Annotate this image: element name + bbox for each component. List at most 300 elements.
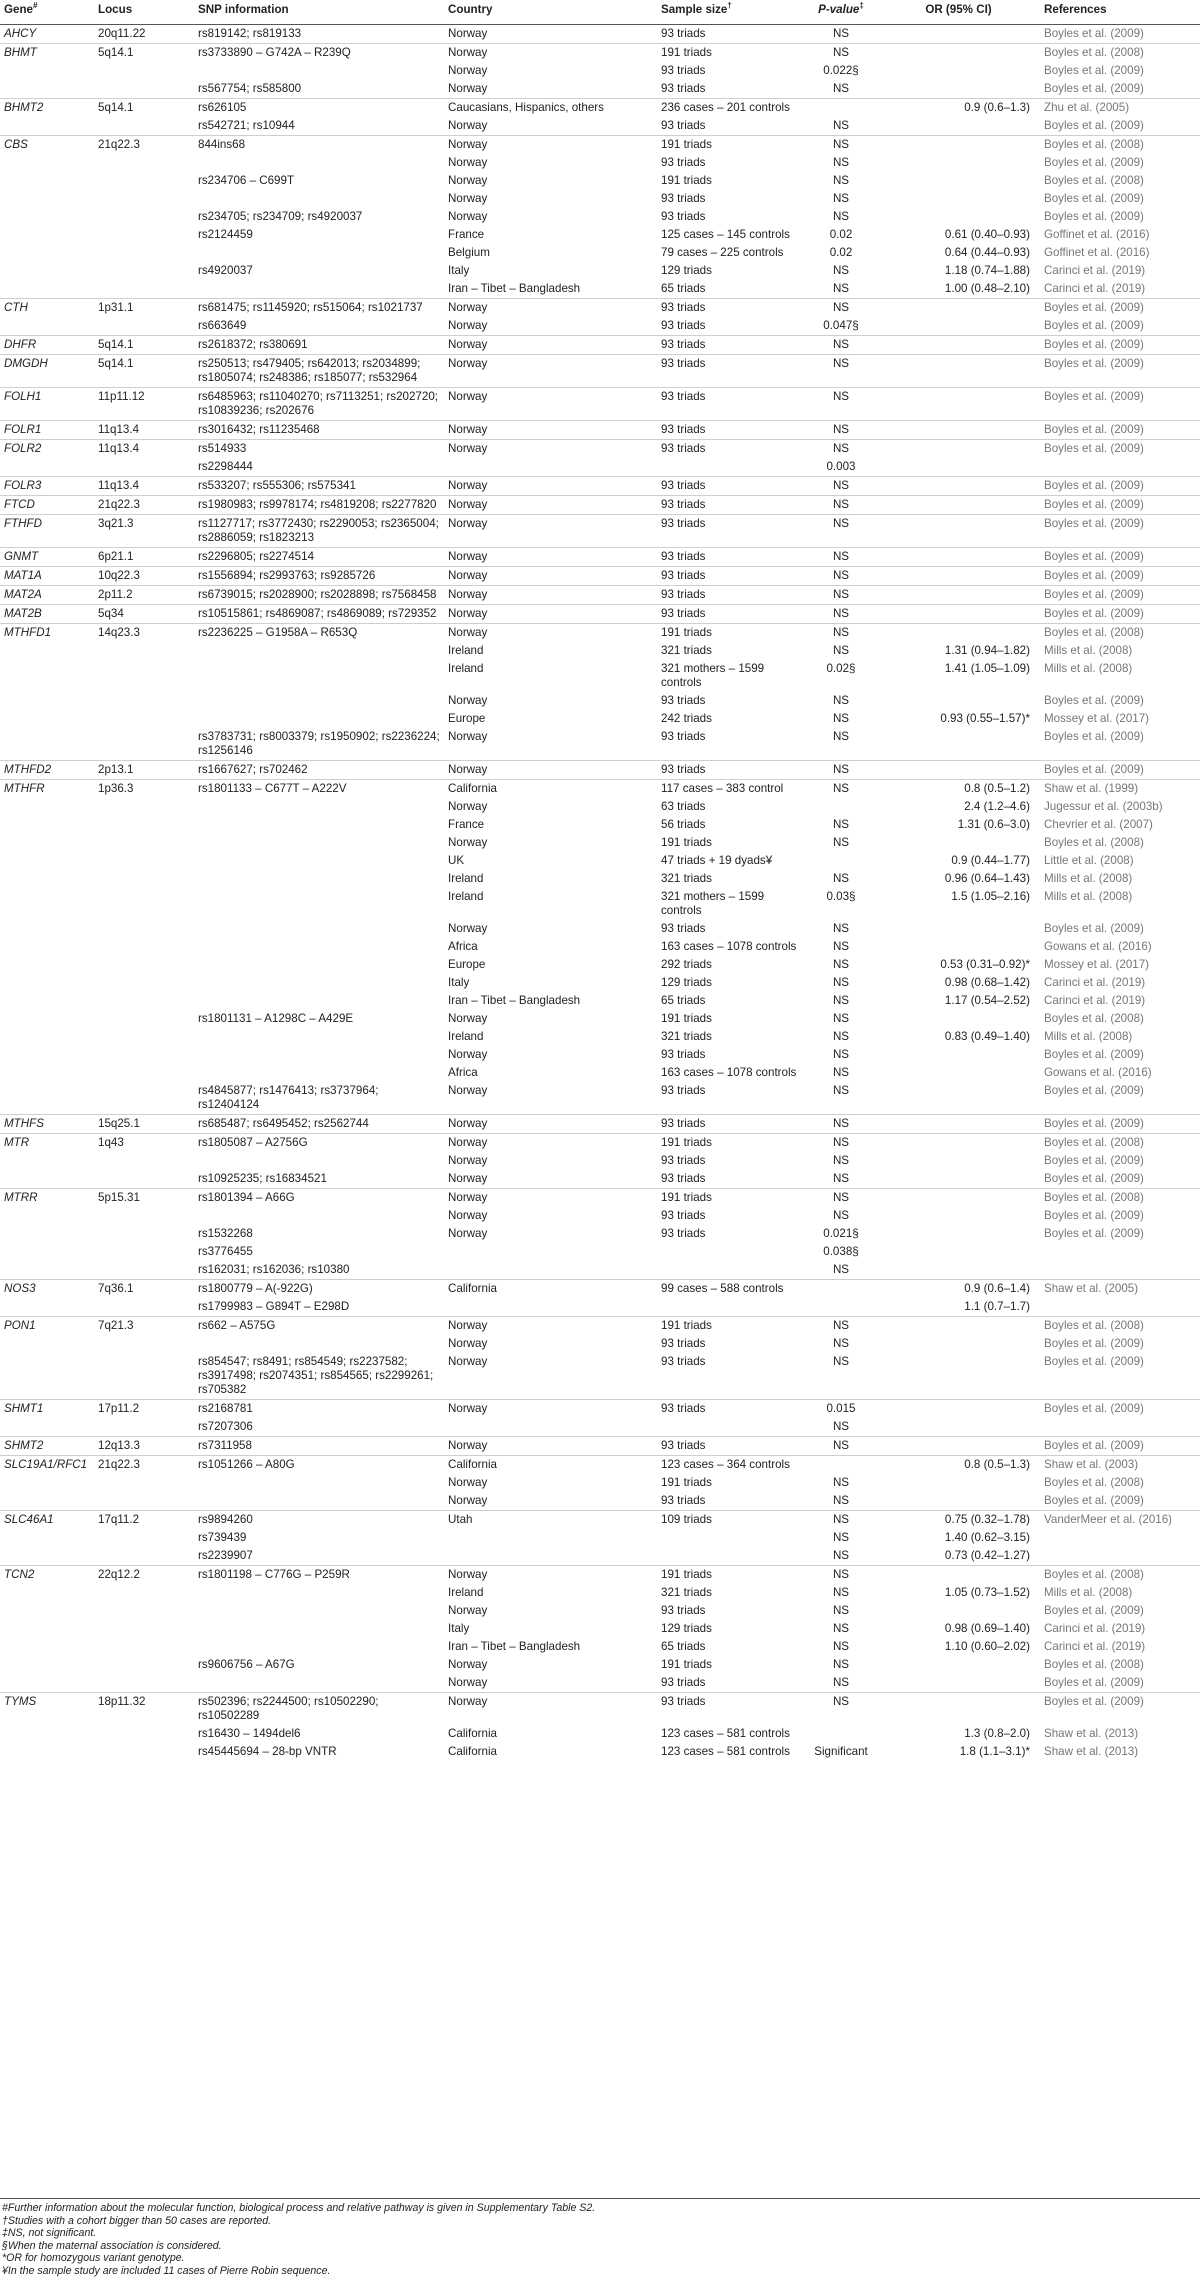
table-row <box>0 1418 1200 1437</box>
cell-odds-ratio: 1.3 (0.8–2.0) <box>964 1727 1030 1740</box>
cell-odds-ratio: 2.4 (1.2–4.6) <box>964 800 1030 813</box>
cell-p-value <box>805 1456 877 1475</box>
cell-sample-size: 93 triads <box>657 440 805 459</box>
cell-sample-size: 93 triads <box>657 1400 805 1419</box>
cell-reference: Boyles et al. (2009) <box>1040 605 1200 624</box>
cell-locus <box>94 458 194 477</box>
footnote: §When the maternal association is considered. <box>2 2239 222 2252</box>
cell-gene <box>0 1152 94 1170</box>
cell-locus: 11q13.4 <box>94 421 194 440</box>
cell-p-value <box>805 798 877 816</box>
cell-locus <box>94 1602 194 1620</box>
cell-p-value: NS <box>805 136 877 155</box>
cell-reference: Boyles et al. (2009) <box>1040 548 1200 567</box>
cell-odds-ratio <box>877 567 1040 586</box>
cell-snp: rs1127717; rs3772430; rs2290053; rs2365004; rs2886059; rs1823213 <box>194 515 444 548</box>
cell-gene: BHMT2 <box>0 99 94 118</box>
table-row <box>0 280 1200 299</box>
cell-country <box>444 1418 657 1437</box>
cell-locus: 11q13.4 <box>94 477 194 496</box>
cell-reference: Boyles et al. (2009) <box>1044 1048 1144 1061</box>
cell-snp <box>194 852 444 870</box>
cell-snp: rs819142; rs819133 <box>194 25 444 44</box>
cell-sample-size: 93 triads <box>657 586 805 605</box>
cell-reference: Goffinet et al. (2016) <box>1044 246 1150 259</box>
cell-gene <box>0 1418 94 1437</box>
cell-reference: Boyles et al. (2008) <box>1044 836 1144 849</box>
cell-locus: 11q13.4 <box>94 440 194 459</box>
cell-sample-size: 93 triads <box>661 156 706 169</box>
cell-country: Norway <box>448 922 488 935</box>
cell-reference: VanderMeer et al. (2016) <box>1040 1511 1200 1530</box>
cell-locus <box>94 920 194 938</box>
cell-p-value: 0.003 <box>826 460 856 473</box>
cell-country: Africa <box>448 940 478 953</box>
cell-country: Ireland <box>448 662 484 675</box>
table-row <box>0 956 1200 974</box>
cell-country: Norway <box>448 800 488 813</box>
cell-country: Norway <box>444 548 657 567</box>
cell-snp <box>194 1492 444 1511</box>
cell-sample-size: 191 triads <box>657 624 805 643</box>
cell-locus <box>94 1656 194 1674</box>
cell-snp: rs2618372; rs380691 <box>194 336 444 355</box>
cell-odds-ratio: 0.75 (0.32–1.78) <box>877 1511 1040 1530</box>
cell-p-value: Significant <box>814 1745 868 1758</box>
table-row <box>0 761 1200 780</box>
table-row <box>0 1456 1200 1475</box>
cell-locus <box>94 317 194 336</box>
table-row <box>0 974 1200 992</box>
cell-country: Norway <box>448 119 488 132</box>
cell-odds-ratio: 0.61 (0.40–0.93) <box>944 228 1030 241</box>
cell-snp: rs45445694 – 28-bp VNTR <box>198 1745 337 1758</box>
table-row <box>0 548 1200 567</box>
cell-gene <box>0 1547 94 1566</box>
table-row <box>0 938 1200 956</box>
cell-p-value: NS <box>805 1566 877 1585</box>
cell-country: France <box>448 228 485 241</box>
cell-country: Norway <box>444 1317 657 1336</box>
cell-country: Iran – Tibet – Bangladesh <box>448 282 581 295</box>
table-row <box>0 336 1200 355</box>
cell-sample-size <box>657 1298 805 1317</box>
cell-p-value: NS <box>805 1317 877 1336</box>
cell-sample-size: 63 triads <box>661 800 706 813</box>
cell-locus <box>94 172 194 190</box>
cell-snp: rs681475; rs1145920; rs515064; rs1021737 <box>194 299 444 318</box>
table-row <box>0 816 1200 834</box>
cell-reference: Boyles et al. (2009) <box>1044 1494 1144 1507</box>
cell-locus: 17q11.2 <box>94 1511 194 1530</box>
cell-reference: Boyles et al. (2009) <box>1040 496 1200 515</box>
table-row <box>0 1010 1200 1028</box>
cell-p-value: 0.03§ <box>826 890 856 903</box>
cell-gene <box>0 834 94 852</box>
cell-reference: Carinci et al. (2019) <box>1044 994 1146 1007</box>
cell-gene <box>0 190 94 208</box>
cell-snp: rs4845877; rs1476413; rs3737964; rs12404124 <box>198 1084 379 1111</box>
cell-reference: Boyles et al. (2009) <box>1044 82 1144 95</box>
cell-gene: MAT2A <box>0 586 94 605</box>
cell-odds-ratio: 0.64 (0.44–0.93) <box>944 246 1030 259</box>
table-row <box>0 1511 1200 1530</box>
cell-country: Norway <box>448 174 488 187</box>
cell-snp <box>194 816 444 834</box>
table-row <box>0 1674 1200 1693</box>
cell-country: Norway <box>448 210 488 223</box>
table-row <box>0 1400 1200 1419</box>
cell-snp: rs1800779 – A(-922G) <box>194 1280 444 1299</box>
cell-sample-size: 93 triads <box>661 1154 706 1167</box>
cell-sample-size: 93 triads <box>657 548 805 567</box>
table-row <box>0 1743 1200 1761</box>
cell-gene: NOS3 <box>0 1280 94 1299</box>
cell-snp <box>194 280 444 299</box>
cell-odds-ratio: 1.41 (1.05–1.09) <box>944 662 1030 675</box>
cell-reference: Boyles et al. (2009) <box>1044 694 1144 707</box>
cell-sample-size: 93 triads <box>657 388 805 421</box>
cell-snp: rs567754; rs585800 <box>198 82 302 95</box>
cell-reference: Boyles et al. (2008) <box>1040 136 1200 155</box>
cell-country: Norway <box>448 1658 488 1671</box>
cell-odds-ratio <box>877 458 1040 477</box>
header-locus: Locus <box>94 0 194 25</box>
cell-odds-ratio <box>877 136 1040 155</box>
cell-sample-size: 93 triads <box>661 1604 706 1617</box>
cell-country: Norway <box>444 515 657 548</box>
cell-country: Norway <box>448 1012 488 1025</box>
table-row <box>0 317 1200 336</box>
cell-odds-ratio <box>877 761 1040 780</box>
cell-snp <box>194 1335 444 1353</box>
cell-p-value: NS <box>805 44 877 63</box>
cell-sample-size: 79 cases – 225 controls <box>661 246 784 259</box>
cell-locus <box>94 1353 194 1400</box>
header-snp: SNP information <box>194 0 444 25</box>
table-row <box>0 117 1200 136</box>
cell-locus <box>94 117 194 136</box>
cell-locus <box>94 956 194 974</box>
cell-reference: Boyles et al. (2009) <box>1040 477 1200 496</box>
cell-gene <box>0 1638 94 1656</box>
cell-reference: Carinci et al. (2019) <box>1044 1640 1146 1653</box>
table-row <box>0 642 1200 660</box>
cell-locus <box>94 280 194 299</box>
cell-sample-size: 93 triads <box>657 421 805 440</box>
cell-reference: Mills et al. (2008) <box>1044 1030 1133 1043</box>
cell-country: Norway <box>448 1355 488 1368</box>
cell-snp: rs234705; rs234709; rs4920037 <box>198 210 363 223</box>
cell-odds-ratio <box>877 1474 1040 1492</box>
cell-locus <box>94 1674 194 1693</box>
cell-p-value <box>805 99 877 118</box>
cell-sample-size <box>657 1243 805 1261</box>
cell-sample-size: 93 triads <box>657 496 805 515</box>
cell-gene <box>0 1207 94 1225</box>
cell-p-value: NS <box>805 299 877 318</box>
table-row <box>0 1207 1200 1225</box>
table-row <box>0 920 1200 938</box>
cell-gene <box>0 692 94 710</box>
cell-odds-ratio: 0.8 (0.5–1.3) <box>877 1456 1040 1475</box>
cell-sample-size: 109 triads <box>657 1511 805 1530</box>
cell-odds-ratio <box>877 154 1040 172</box>
cell-gene <box>0 1064 94 1082</box>
cell-sample-size: 93 triads <box>657 1437 805 1456</box>
cell-gene: SHMT1 <box>0 1400 94 1419</box>
cell-reference: Carinci et al. (2019) <box>1044 264 1146 277</box>
cell-gene <box>0 1170 94 1189</box>
table-row <box>0 421 1200 440</box>
cell-p-value: NS <box>805 1115 877 1134</box>
cell-p-value: NS <box>805 624 877 643</box>
cell-gene <box>0 1584 94 1602</box>
cell-odds-ratio <box>877 25 1040 44</box>
cell-gene <box>0 317 94 336</box>
cell-sample-size: 56 triads <box>661 818 706 831</box>
cell-odds-ratio <box>877 62 1040 80</box>
cell-locus <box>94 1335 194 1353</box>
cell-snp: rs3016432; rs11235468 <box>194 421 444 440</box>
cell-gene <box>0 956 94 974</box>
cell-reference: Boyles et al. (2009) <box>1040 336 1200 355</box>
cell-reference: Boyles et al. (2009) <box>1040 586 1200 605</box>
cell-odds-ratio: 0.96 (0.64–1.43) <box>944 872 1030 885</box>
cell-reference <box>1040 1261 1200 1280</box>
cell-country: Norway <box>444 388 657 421</box>
cell-country <box>444 1529 657 1547</box>
cell-odds-ratio <box>877 299 1040 318</box>
cell-p-value: NS <box>832 1531 850 1544</box>
cell-sample-size: 93 triads <box>657 1693 805 1726</box>
cell-country: Norway <box>448 1227 488 1240</box>
cell-sample-size: 93 triads <box>661 210 706 223</box>
cell-odds-ratio <box>877 605 1040 624</box>
cell-country: Norway <box>448 156 488 169</box>
cell-p-value: NS <box>805 1437 877 1456</box>
cell-gene <box>0 226 94 244</box>
table-row <box>0 798 1200 816</box>
cell-p-value: NS <box>805 1189 877 1208</box>
cell-locus <box>94 262 194 280</box>
cell-p-value: NS <box>832 156 850 169</box>
cell-snp: rs1532268 <box>198 1227 253 1240</box>
cell-locus: 5p15.31 <box>94 1189 194 1208</box>
cell-snp: rs7311958 <box>194 1437 444 1456</box>
cell-country: California <box>444 1456 657 1475</box>
cell-odds-ratio: 0.83 (0.49–1.40) <box>944 1030 1030 1043</box>
cell-country <box>444 458 657 477</box>
cell-reference: Gowans et al. (2016) <box>1044 1066 1152 1079</box>
cell-odds-ratio <box>877 1261 1040 1280</box>
cell-p-value: NS <box>832 1549 850 1562</box>
cell-odds-ratio <box>877 477 1040 496</box>
table-footnotes <box>0 2198 1200 2277</box>
cell-gene: FOLR1 <box>0 421 94 440</box>
cell-p-value: NS <box>832 1066 850 1079</box>
cell-reference: Boyles et al. (2009) <box>1044 1676 1144 1689</box>
cell-country: Norway <box>444 355 657 388</box>
cell-sample-size <box>657 1261 805 1280</box>
cell-p-value: 0.022§ <box>823 64 859 77</box>
cell-p-value: NS <box>832 1030 850 1043</box>
cell-locus <box>94 1547 194 1566</box>
cell-snp: rs2168781 <box>194 1400 444 1419</box>
table-row <box>0 1046 1200 1064</box>
cell-p-value: NS <box>832 1640 850 1653</box>
cell-sample-size: 129 triads <box>661 264 712 277</box>
cell-gene <box>0 1261 94 1280</box>
cell-locus: 7q36.1 <box>94 1280 194 1299</box>
table-row <box>0 208 1200 226</box>
cell-reference: Boyles et al. (2008) <box>1040 1189 1200 1208</box>
cell-reference: Boyles et al. (2009) <box>1040 1693 1200 1726</box>
cell-sample-size: 93 triads <box>661 1209 706 1222</box>
cell-snp: rs1805087 – A2756G <box>194 1134 444 1153</box>
cell-p-value: NS <box>832 1172 850 1185</box>
cell-gene: AHCY <box>0 25 94 44</box>
table-row <box>0 172 1200 190</box>
cell-gene <box>0 1656 94 1674</box>
cell-reference <box>1040 1529 1200 1547</box>
cell-p-value: NS <box>805 1511 877 1530</box>
cell-country: Norway <box>444 1115 657 1134</box>
cell-odds-ratio <box>877 388 1040 421</box>
cell-odds-ratio <box>877 1225 1040 1243</box>
cell-locus: 5q14.1 <box>94 44 194 63</box>
cell-reference: Boyles et al. (2009) <box>1044 156 1144 169</box>
cell-country: Norway <box>444 1437 657 1456</box>
cell-locus: 12q13.3 <box>94 1437 194 1456</box>
footnote: ¥In the sample study are included 11 cases of Pierre Robin sequence. <box>2 2264 331 2277</box>
cell-locus <box>94 80 194 99</box>
table-row <box>0 870 1200 888</box>
cell-gene <box>0 1335 94 1353</box>
cell-p-value <box>805 1280 877 1299</box>
cell-gene <box>0 1028 94 1046</box>
cell-sample-size: 129 triads <box>661 1622 712 1635</box>
cell-p-value: NS <box>805 440 877 459</box>
cell-country: Italy <box>448 264 470 277</box>
table-row <box>0 1335 1200 1353</box>
cell-snp <box>194 190 444 208</box>
cell-snp <box>194 938 444 956</box>
cell-sample-size: 93 triads <box>657 299 805 318</box>
cell-reference: Boyles et al. (2009) <box>1040 1437 1200 1456</box>
table-row <box>0 834 1200 852</box>
cell-reference: Boyles et al. (2009) <box>1044 1209 1144 1222</box>
table-row <box>0 136 1200 155</box>
cell-snp <box>194 1620 444 1638</box>
table-row <box>0 1243 1200 1261</box>
cell-p-value: NS <box>805 25 877 44</box>
cell-odds-ratio <box>877 920 1040 938</box>
cell-gene: TYMS <box>0 1693 94 1726</box>
cell-snp <box>194 154 444 172</box>
header-gene: Gene# <box>0 0 94 25</box>
cell-p-value: 0.038§ <box>823 1245 859 1258</box>
table-row <box>0 1584 1200 1602</box>
cell-country: Norway <box>448 1494 488 1507</box>
cell-reference: Boyles et al. (2008) <box>1040 1566 1200 1585</box>
cell-odds-ratio <box>877 834 1040 852</box>
cell-snp <box>194 244 444 262</box>
cell-locus: 7q21.3 <box>94 1317 194 1336</box>
cell-reference: Mills et al. (2008) <box>1044 872 1133 885</box>
cell-sample-size: 321 mothers – 1599 controls <box>661 890 765 917</box>
cell-odds-ratio <box>877 1207 1040 1225</box>
cell-locus: 17p11.2 <box>94 1400 194 1419</box>
cell-sample-size: 99 cases – 588 controls <box>657 1280 805 1299</box>
cell-gene <box>0 1743 94 1761</box>
cell-sample-size: 191 triads <box>661 174 712 187</box>
cell-country: Norway <box>444 477 657 496</box>
cell-snp: rs2296805; rs2274514 <box>194 548 444 567</box>
cell-country: Ireland <box>448 872 484 885</box>
footnote: ‡NS, not significant. <box>2 2227 97 2239</box>
cell-p-value: NS <box>832 1658 850 1671</box>
cell-gene: MTHFD1 <box>0 624 94 643</box>
cell-snp <box>194 1602 444 1620</box>
cell-locus <box>94 1584 194 1602</box>
cell-p-value: NS <box>832 872 850 885</box>
cell-sample-size: 163 cases – 1078 controls <box>661 940 797 953</box>
cell-snp <box>194 1064 444 1082</box>
cell-reference: Boyles et al. (2009) <box>1040 25 1200 44</box>
header-p-value: P-value‡ <box>805 0 877 25</box>
cell-locus <box>94 888 194 920</box>
cell-p-value: 0.021§ <box>823 1227 859 1240</box>
header-references: References <box>1040 0 1200 25</box>
cell-locus <box>94 1298 194 1317</box>
cell-gene <box>0 992 94 1010</box>
cell-reference: Gowans et al. (2016) <box>1044 940 1152 953</box>
cell-odds-ratio <box>877 1243 1040 1261</box>
cell-locus <box>94 1082 194 1115</box>
cell-p-value: NS <box>832 1586 850 1599</box>
cell-country: Norway <box>448 694 488 707</box>
cell-reference: Goffinet et al. (2016) <box>1044 228 1150 241</box>
table-body <box>0 25 1200 1762</box>
cell-sample-size: 93 triads <box>661 922 706 935</box>
cell-country: Norway <box>444 605 657 624</box>
table-row <box>0 624 1200 643</box>
cell-reference: Boyles et al. (2009) <box>1040 1400 1200 1419</box>
cell-reference: Shaw et al. (1999) <box>1040 780 1200 799</box>
table-row <box>0 1566 1200 1585</box>
cell-locus <box>94 692 194 710</box>
cell-snp <box>194 1584 444 1602</box>
cell-sample-size: 191 triads <box>657 44 805 63</box>
cell-odds-ratio <box>877 1656 1040 1674</box>
cell-odds-ratio <box>877 336 1040 355</box>
cell-locus <box>94 1261 194 1280</box>
cell-p-value: NS <box>832 644 850 657</box>
table-row <box>0 1064 1200 1082</box>
cell-reference: Boyles et al. (2009) <box>1044 192 1144 205</box>
cell-locus: 6p21.1 <box>94 548 194 567</box>
header-sample-size: Sample size† <box>657 0 805 25</box>
table-header <box>0 0 1200 25</box>
cell-country: Norway <box>444 336 657 355</box>
cell-odds-ratio: 0.93 (0.55–1.57)* <box>940 712 1030 725</box>
cell-locus <box>94 1638 194 1656</box>
cell-locus <box>94 1725 194 1743</box>
cell-odds-ratio: 0.53 (0.31–0.92)* <box>940 958 1030 971</box>
cell-reference: Shaw et al. (2013) <box>1044 1727 1139 1740</box>
cell-snp <box>194 956 444 974</box>
